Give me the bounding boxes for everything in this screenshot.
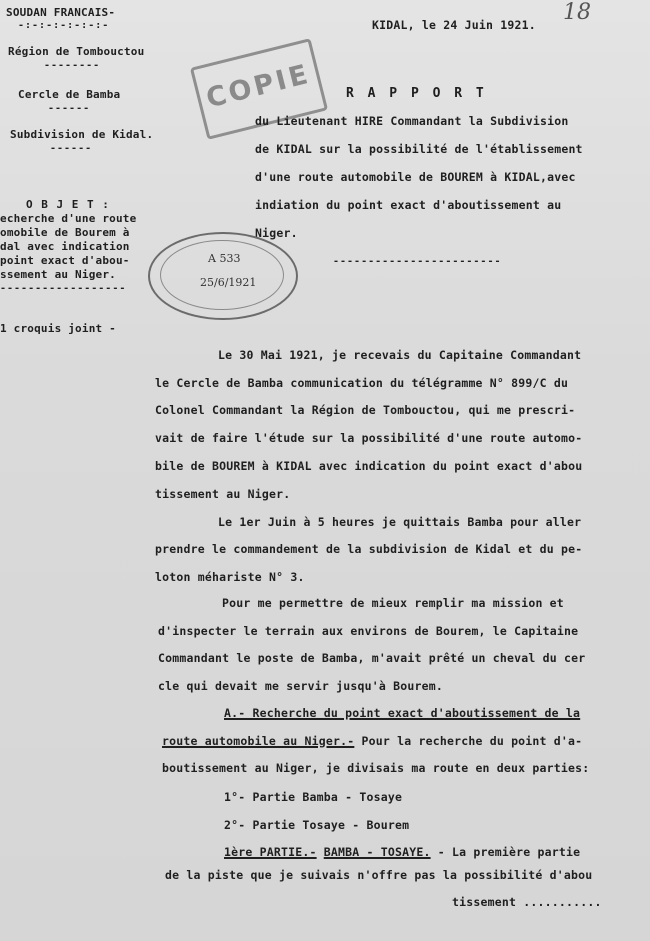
body-line: vait de faire l'étude sur la possibilité d'une route automo- [155,431,583,445]
part-heading: 1ère PARTIE.- [224,845,317,859]
copie-stamp: COPIE [190,38,328,140]
objet-line: echerche d'une route [0,212,137,225]
body-line: loton méhariste N° 3. [155,570,305,584]
stamp-date: 25/6/1921 [200,276,257,289]
section-a-title-end: route automobile au Niger.- [162,734,355,748]
body-line: prendre le commandement de la subdivision de Kidal et du pe- [155,542,583,556]
colony-rule: -:-:-:-:-:-:- [18,20,110,31]
part-item: 1°- Partie Bamba - Tosaye [224,790,403,804]
report-heading-line: Niger. [255,226,298,240]
section-a-title: A.- Recherche du point exact d'aboutissement de la [224,706,581,720]
subdivision-name: Subdivision de Kidal. [10,128,154,141]
region-rule: -------- [44,60,101,71]
body-line: tissement ........... [452,895,602,909]
part-heading-text: - La première partie [430,845,581,859]
region-name: Région de Tombouctou [8,45,145,58]
body-line: Pour me permettre de mieux remplir ma mission et [222,596,564,610]
objet-line: dal avec indication [0,240,130,253]
body-line: Commandant le poste de Bamba, m'avait prêté un cheval du cer [158,651,586,665]
objet-line: point exact d'abou- [0,254,130,267]
body-line: tissement au Niger. [155,487,291,501]
body-line: bile de BOUREM à KIDAL avec indication du point exact d'abou [155,459,583,473]
section-a-text: Pour la recherche du point d'a- [354,734,583,748]
objet-line: omobile de Bourem à [0,226,130,239]
report-heading-line: du Lieutenant HIRE Commandant la Subdivision [255,114,569,128]
cercle-name: Cercle de Bamba [18,88,121,101]
report-rule: ------------------------ [333,256,502,267]
report-heading-line: d'une route automobile de BOUREM à KIDAL,avec [255,170,576,184]
cercle-rule: ------ [48,103,91,114]
report-heading-line: indiation du point exact d'aboutissement au [255,198,562,212]
subdivision-rule: ------ [50,143,93,154]
body-line: Colonel Commandant la Région de Tombouctou, qui me prescri- [155,403,576,417]
body-line: de la piste que je suivais n'offre pas la possibilité d'abou [165,868,593,882]
part-item: 2°- Partie Tosaye - Bourem [224,818,410,832]
body-line: boutissement au Niger, je divisais ma route en deux parties: [162,761,590,775]
stamp-number: A 533 [208,252,241,265]
reception-stamp [148,232,298,320]
body-line: d'inspecter le terrain aux environs de Bourem, le Capitaine [158,624,579,638]
colony-name: SOUDAN FRANCAIS- [6,6,116,19]
part-heading-route: BAMBA - TOSAYE. [323,845,431,859]
body-line: Le 30 Mai 1921, je recevais du Capitaine Commandant [218,348,582,362]
croquis-note: 1 croquis joint - [0,322,116,335]
report-heading-line: de KIDAL sur la possibilité de l'établissement [255,142,583,156]
body-line: cle qui devait me servir jusqu'à Bourem. [158,679,443,693]
objet-label: O B J E T : [26,198,110,211]
objet-line: ssement au Niger. [0,268,116,281]
objet-rule: ------------------ [0,283,127,294]
report-title: R A P P O R T [346,86,487,101]
body-line: Le 1er Juin à 5 heures je quittais Bamba pour aller [218,515,582,529]
place-date: KIDAL, le 24 Juin 1921. [372,18,536,32]
body-line: le Cercle de Bamba communication du télégramme N° 899/C du [155,376,569,390]
page-number: 18 [563,0,591,25]
